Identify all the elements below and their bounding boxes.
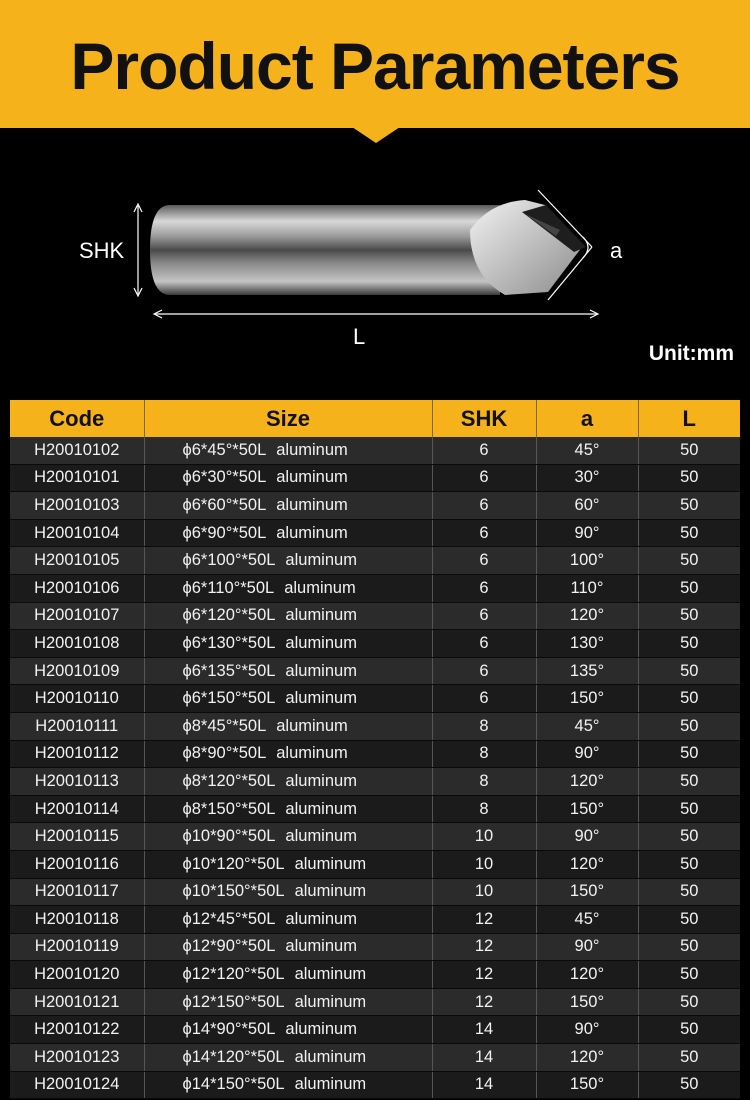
- size-material: aluminum: [284, 578, 356, 597]
- table-row: [10, 795, 740, 823]
- table-row: [10, 850, 740, 878]
- size-material: aluminum: [276, 716, 348, 735]
- table-row: [10, 519, 740, 547]
- cell-shk: 12: [432, 933, 536, 961]
- size-material: aluminum: [294, 882, 367, 901]
- table-row: [10, 602, 740, 630]
- cell-angle: 150°: [536, 685, 638, 713]
- size-material: aluminum: [285, 909, 357, 928]
- cell-code: H20010122: [10, 1016, 144, 1044]
- cell-shk: 6: [432, 547, 536, 575]
- cell-angle: 90°: [536, 740, 638, 768]
- tool-diagram: [0, 150, 750, 380]
- cell-code: H20010113: [10, 768, 144, 796]
- cell-shk: 6: [432, 602, 536, 630]
- cell-size: [144, 1016, 432, 1044]
- cell-size: [144, 602, 432, 630]
- cell-shk: 6: [432, 519, 536, 547]
- cell-length: 50: [638, 1044, 740, 1072]
- header-l: L: [638, 400, 740, 437]
- table-row: [10, 878, 740, 906]
- cell-code: H20010115: [10, 823, 144, 851]
- cell-shk: 8: [432, 768, 536, 796]
- cell-code: H20010120: [10, 961, 144, 989]
- header-shk: SHK: [432, 400, 536, 437]
- size-spec: ϕ10*120°*50L: [182, 854, 285, 873]
- cell-angle: 120°: [536, 602, 638, 630]
- cell-angle: 90°: [536, 519, 638, 547]
- cell-size: [144, 492, 432, 520]
- table-row: [10, 740, 740, 768]
- cell-code: H20010117: [10, 878, 144, 906]
- cell-angle: 120°: [536, 961, 638, 989]
- cell-code: H20010116: [10, 850, 144, 878]
- cell-code: H20010106: [10, 574, 144, 602]
- cell-angle: 150°: [536, 988, 638, 1016]
- cell-size: [144, 547, 432, 575]
- table-row: [10, 961, 740, 989]
- table-row: [10, 630, 740, 658]
- size-spec: ϕ10*150°*50L: [182, 882, 285, 901]
- table-row: [10, 933, 740, 961]
- size-spec: ϕ14*120°*50L: [182, 1047, 285, 1066]
- cell-size: [144, 630, 432, 658]
- cell-angle: 150°: [536, 795, 638, 823]
- table-row: [10, 492, 740, 520]
- cell-angle: 45°: [536, 437, 638, 464]
- cell-angle: 120°: [536, 850, 638, 878]
- table-row: [10, 906, 740, 934]
- cell-size: [144, 961, 432, 989]
- cell-shk: 6: [432, 630, 536, 658]
- cell-length: 50: [638, 850, 740, 878]
- cell-length: 50: [638, 933, 740, 961]
- cell-angle: 110°: [536, 574, 638, 602]
- cell-shk: 12: [432, 961, 536, 989]
- page-title: Product Parameters: [70, 29, 680, 103]
- cell-code: H20010103: [10, 492, 144, 520]
- cell-angle: 30°: [536, 464, 638, 492]
- cell-code: H20010102: [10, 437, 144, 464]
- size-spec: ϕ6*135°*50L: [182, 661, 276, 680]
- size-spec: ϕ6*150°*50L: [182, 689, 276, 708]
- size-spec: ϕ12*150°*50L: [182, 992, 285, 1011]
- cell-code: H20010105: [10, 547, 144, 575]
- header-code: Code: [10, 400, 144, 437]
- cell-size: [144, 795, 432, 823]
- shank-body: [150, 205, 500, 295]
- cell-shk: 6: [432, 574, 536, 602]
- size-material: aluminum: [285, 606, 357, 625]
- table-row: [10, 657, 740, 685]
- size-spec: ϕ8*120°*50L: [182, 771, 276, 790]
- table-row: [10, 1071, 740, 1099]
- cell-length: 50: [638, 961, 740, 989]
- unit-label: Unit:mm: [648, 342, 734, 365]
- cell-size: [144, 464, 432, 492]
- table-row: [10, 547, 740, 575]
- cell-length: 50: [638, 574, 740, 602]
- cell-size: [144, 988, 432, 1016]
- cell-shk: 12: [432, 906, 536, 934]
- length-dimension-label: L: [353, 324, 366, 349]
- cell-angle: 45°: [536, 906, 638, 934]
- cell-code: H20010108: [10, 630, 144, 658]
- cell-size: [144, 712, 432, 740]
- cell-length: 50: [638, 768, 740, 796]
- cell-angle: 150°: [536, 878, 638, 906]
- cell-length: 50: [638, 685, 740, 713]
- header-size: Size: [144, 400, 432, 437]
- cell-length: 50: [638, 1071, 740, 1099]
- size-material: aluminum: [276, 495, 348, 514]
- cell-length: 50: [638, 492, 740, 520]
- cell-shk: 6: [432, 492, 536, 520]
- cell-angle: 90°: [536, 823, 638, 851]
- shk-dimension-label: SHK: [79, 238, 125, 263]
- size-spec: ϕ6*30°*50L: [182, 468, 267, 487]
- size-spec: ϕ8*150°*50L: [182, 799, 276, 818]
- cell-length: 50: [638, 437, 740, 464]
- cell-length: 50: [638, 823, 740, 851]
- cell-shk: 12: [432, 988, 536, 1016]
- cell-size: [144, 1071, 432, 1099]
- size-spec: ϕ8*45°*50L: [182, 716, 267, 735]
- cell-shk: 8: [432, 795, 536, 823]
- cell-code: H20010110: [10, 685, 144, 713]
- cell-size: [144, 850, 432, 878]
- table-row: [10, 685, 740, 713]
- cell-size: [144, 878, 432, 906]
- size-material: aluminum: [285, 799, 357, 818]
- size-material: aluminum: [276, 523, 348, 542]
- cell-angle: 120°: [536, 768, 638, 796]
- size-material: aluminum: [294, 965, 367, 984]
- cell-angle: 60°: [536, 492, 638, 520]
- size-material: aluminum: [285, 551, 357, 570]
- size-material: aluminum: [285, 633, 357, 652]
- cell-code: H20010123: [10, 1044, 144, 1072]
- header-a: a: [536, 400, 638, 437]
- cell-code: H20010101: [10, 464, 144, 492]
- size-spec: ϕ6*130°*50L: [182, 633, 276, 652]
- cell-shk: 6: [432, 437, 536, 464]
- cell-size: [144, 657, 432, 685]
- cell-shk: 10: [432, 823, 536, 851]
- cell-length: 50: [638, 519, 740, 547]
- size-spec: ϕ12*90°*50L: [182, 937, 276, 956]
- size-material: aluminum: [285, 1020, 357, 1039]
- size-spec: ϕ10*90°*50L: [182, 827, 276, 846]
- cell-length: 50: [638, 795, 740, 823]
- cell-length: 50: [638, 906, 740, 934]
- parameters-table: [10, 400, 740, 1099]
- table-row: [10, 464, 740, 492]
- size-spec: ϕ6*120°*50L: [182, 606, 276, 625]
- cell-size: [144, 768, 432, 796]
- banner-pointer: [352, 127, 400, 143]
- table-row: [10, 823, 740, 851]
- engraving-bit-illustration: [0, 150, 750, 380]
- table-row: [10, 1016, 740, 1044]
- cell-angle: 45°: [536, 712, 638, 740]
- cell-shk: 6: [432, 685, 536, 713]
- size-spec: ϕ14*90°*50L: [182, 1020, 276, 1039]
- cell-angle: 100°: [536, 547, 638, 575]
- cell-angle: 90°: [536, 933, 638, 961]
- cell-code: H20010118: [10, 906, 144, 934]
- cell-shk: 10: [432, 878, 536, 906]
- cell-shk: 8: [432, 712, 536, 740]
- table-row: [10, 712, 740, 740]
- cell-angle: 130°: [536, 630, 638, 658]
- table-row: [10, 574, 740, 602]
- angle-dimension-label: a: [610, 238, 623, 263]
- size-material: aluminum: [276, 744, 348, 763]
- cell-code: H20010121: [10, 988, 144, 1016]
- size-material: aluminum: [285, 771, 357, 790]
- title-banner: [0, 0, 750, 128]
- size-spec: ϕ6*100°*50L: [182, 551, 276, 570]
- cell-shk: 6: [432, 464, 536, 492]
- cell-length: 50: [638, 657, 740, 685]
- table-row: [10, 437, 740, 464]
- size-material: aluminum: [294, 992, 367, 1011]
- cell-code: H20010109: [10, 657, 144, 685]
- cell-length: 50: [638, 464, 740, 492]
- size-material: aluminum: [276, 468, 348, 487]
- cell-shk: 10: [432, 850, 536, 878]
- cell-size: [144, 574, 432, 602]
- cell-code: H20010111: [10, 712, 144, 740]
- size-material: aluminum: [294, 1047, 367, 1066]
- cell-shk: 14: [432, 1044, 536, 1072]
- table-row: [10, 768, 740, 796]
- cell-length: 50: [638, 602, 740, 630]
- cell-code: H20010124: [10, 1071, 144, 1099]
- cell-size: [144, 933, 432, 961]
- cell-length: 50: [638, 547, 740, 575]
- cell-length: 50: [638, 878, 740, 906]
- size-material: aluminum: [294, 854, 367, 873]
- cell-code: H20010112: [10, 740, 144, 768]
- cell-shk: 6: [432, 657, 536, 685]
- size-material: aluminum: [285, 661, 357, 680]
- cell-length: 50: [638, 1016, 740, 1044]
- cell-length: 50: [638, 630, 740, 658]
- cell-size: [144, 823, 432, 851]
- table-row: [10, 988, 740, 1016]
- cell-angle: 150°: [536, 1071, 638, 1099]
- table-row: [10, 1044, 740, 1072]
- cell-angle: 135°: [536, 657, 638, 685]
- cell-angle: 90°: [536, 1016, 638, 1044]
- size-spec: ϕ6*60°*50L: [182, 495, 267, 514]
- cell-code: H20010119: [10, 933, 144, 961]
- cell-size: [144, 906, 432, 934]
- size-spec: ϕ12*45°*50L: [182, 909, 276, 928]
- cell-length: 50: [638, 712, 740, 740]
- size-material: aluminum: [276, 440, 348, 459]
- cell-size: [144, 685, 432, 713]
- size-spec: ϕ14*150°*50L: [182, 1075, 285, 1094]
- table-header-row: [10, 400, 740, 437]
- size-spec: ϕ6*110°*50L: [182, 578, 275, 597]
- cell-shk: 14: [432, 1016, 536, 1044]
- size-spec: ϕ8*90°*50L: [182, 744, 267, 763]
- size-spec: ϕ6*90°*50L: [182, 523, 267, 542]
- cell-shk: 14: [432, 1071, 536, 1099]
- cell-size: [144, 1044, 432, 1072]
- cell-length: 50: [638, 740, 740, 768]
- cell-code: H20010107: [10, 602, 144, 630]
- cell-angle: 120°: [536, 1044, 638, 1072]
- size-material: aluminum: [294, 1075, 367, 1094]
- cell-shk: 8: [432, 740, 536, 768]
- cell-size: [144, 740, 432, 768]
- cell-length: 50: [638, 988, 740, 1016]
- size-spec: ϕ6*45°*50L: [182, 440, 267, 459]
- cell-size: [144, 437, 432, 464]
- cell-code: H20010104: [10, 519, 144, 547]
- cell-code: H20010114: [10, 795, 144, 823]
- size-material: aluminum: [285, 827, 357, 846]
- size-material: aluminum: [285, 689, 357, 708]
- size-spec: ϕ12*120°*50L: [182, 965, 285, 984]
- cell-size: [144, 519, 432, 547]
- size-material: aluminum: [285, 937, 357, 956]
